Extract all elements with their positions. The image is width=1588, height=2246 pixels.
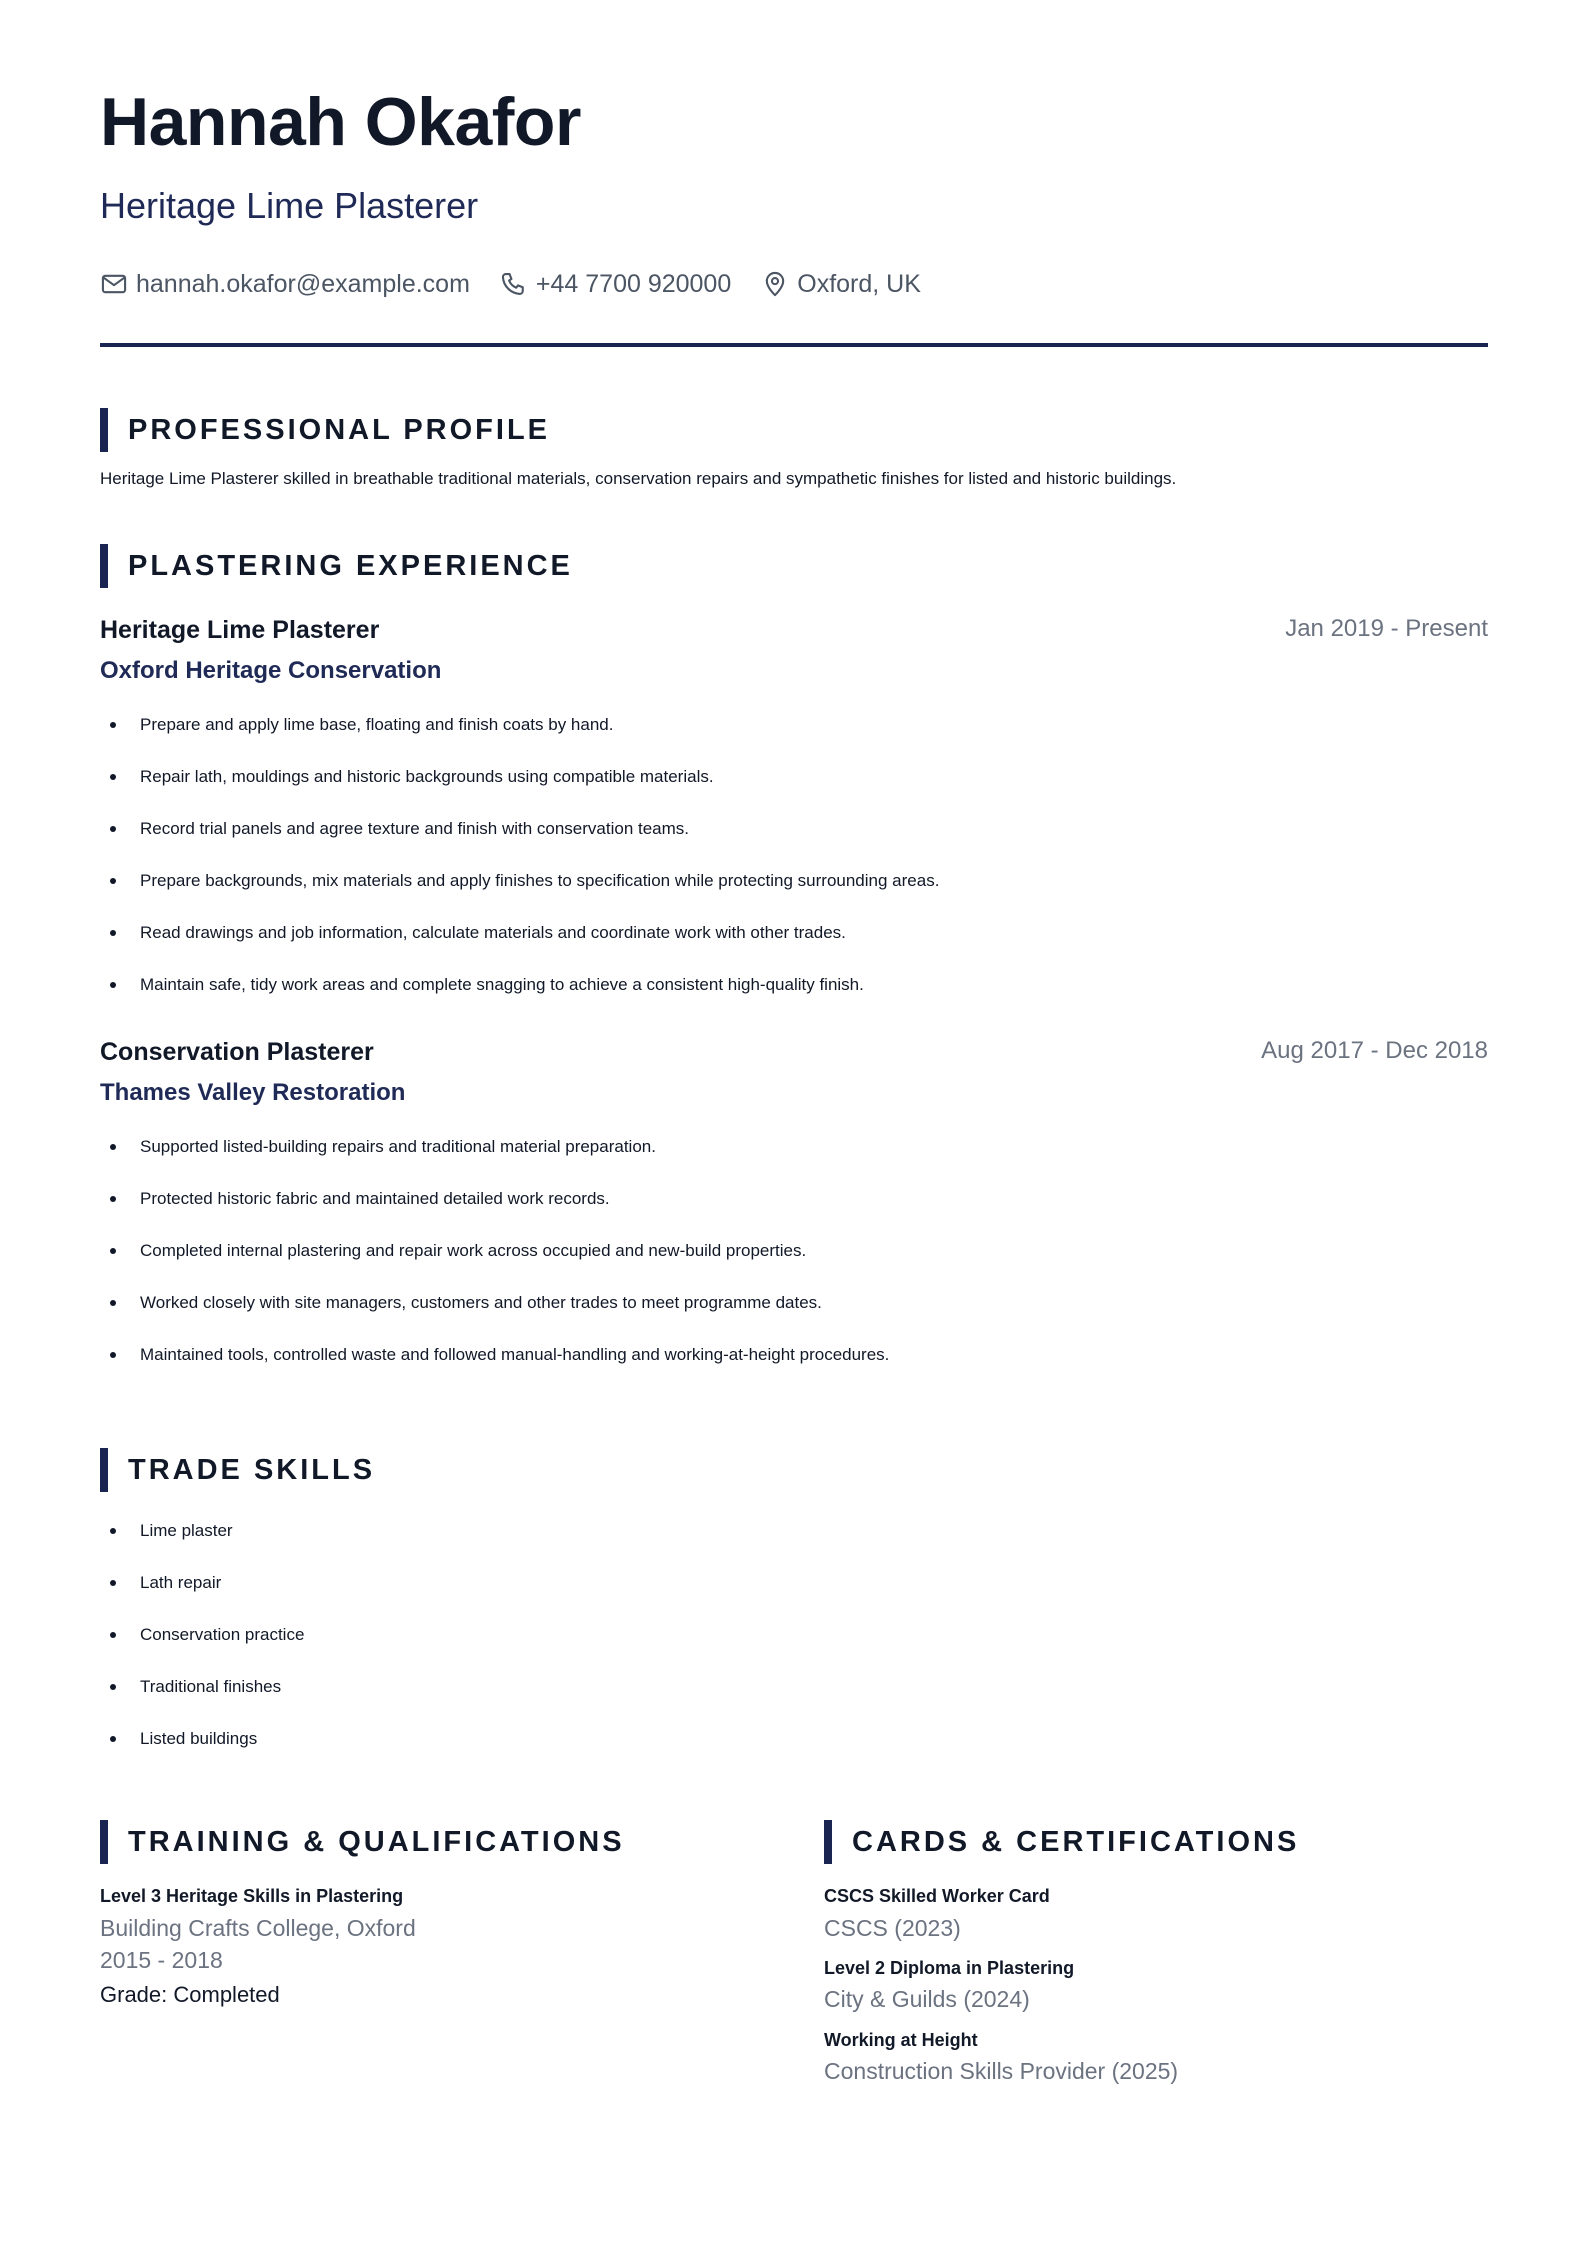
heading-accent-bar [100,1448,108,1492]
certification-issuer: City & Guilds (2024) [824,1986,1030,2013]
contact-phone-text: +44 7700 920000 [535,269,732,298]
certifications-column [824,1820,1504,2101]
certification-title: Working at Height [824,2029,978,2050]
job-dates: Aug 2017 - Dec 2018 [1261,1037,1488,1064]
contact-row [100,270,951,298]
list-item: Protected historic fabric and maintained detailed work records. [100,1188,889,1240]
certifications-heading [824,1820,1504,1864]
job-role: Conservation Plasterer [100,1038,374,1066]
list-item: Lime plaster [100,1520,304,1572]
qualification-title: Level 3 Heritage Skills in Plastering [100,1886,404,1906]
training-column [100,1820,780,2011]
phone-icon [500,270,528,298]
list-item: Maintained tools, controlled waste and followed manual-handling and working-at-height procedures. [100,1344,889,1396]
skills-list [100,1520,304,1780]
heading-accent-bar [100,1820,108,1864]
job-dates: Jan 2019 - Present [1285,615,1488,642]
experience-heading [100,544,573,588]
certification-issuer: Construction Skills Provider (2025) [824,2058,1179,2085]
list-item: Prepare and apply lime base, floating and finish coats by hand. [100,714,939,766]
profile-heading-text: PROFESSIONAL PROFILE [128,413,551,446]
list-item: Completed internal plastering and repair work across occupied and new-build properties. [100,1240,889,1292]
heading-accent-bar [100,408,108,452]
contact-email[interactable] [100,270,470,298]
qualification-entry [100,1886,780,2011]
job-bullets [100,1136,889,1396]
skills-heading [100,1448,375,1492]
certifications-heading-text: CARDS & CERTIFICATIONS [852,1825,1300,1858]
list-item: Lath repair [100,1572,304,1624]
certification-entry [824,1958,1504,2016]
training-heading-text: TRAINING & QUALIFICATIONS [128,1825,625,1858]
list-item: Record trial panels and agree texture and finish with conservation teams. [100,818,939,870]
candidate-title: Heritage Lime Plasterer [100,185,479,226]
list-item: Read drawings and job information, calculate materials and coordinate work with other trades. [100,922,939,974]
header-divider [100,343,1488,347]
job-employer: Thames Valley Restoration [100,1079,406,1106]
contact-email-text: hannah.okafor@example.com [136,269,470,298]
training-heading [100,1820,780,1864]
job-employer: Oxford Heritage Conservation [100,657,442,684]
certification-title: CSCS Skilled Worker Card [824,1886,1050,1906]
heading-accent-bar [824,1820,832,1864]
job-role: Heritage Lime Plasterer [100,616,380,644]
certification-title: Level 2 Diploma in Plastering [824,1957,1075,1978]
job-entry [100,1037,1488,1106]
job-entry [100,615,1488,684]
list-item: Worked closely with site managers, customers and other trades to meet programme dates. [100,1292,889,1344]
list-item: Listed buildings [100,1728,304,1780]
list-item: Repair lath, mouldings and historic backgrounds using compatible materials. [100,766,939,818]
profile-summary: Heritage Lime Plasterer skilled in breathable traditional materials, conservation repairs and sympathetic finishes for listed and historic buildings. [100,469,1177,488]
job-bullets [100,714,939,1026]
mail-icon [100,270,128,298]
candidate-name: Hannah Okafor [100,84,581,160]
contact-phone[interactable] [500,270,731,298]
certification-entry [824,1886,1504,1944]
profile-heading [100,408,550,452]
qualification-years: 2015 - 2018 [100,1946,223,1973]
skills-heading-text: TRADE SKILLS [128,1453,376,1486]
experience-heading-text: PLASTERING EXPERIENCE [128,549,573,582]
contact-location [761,270,921,298]
qualification-grade: Grade: Completed [100,1981,280,2007]
certification-issuer: CSCS (2023) [824,1914,961,1941]
qualification-institution: Building Crafts College, Oxford [100,1914,416,1941]
list-item: Supported listed-building repairs and traditional material preparation. [100,1136,889,1188]
location-pin-icon [761,270,789,298]
list-item: Prepare backgrounds, mix materials and apply finishes to specification while protecting surrounding areas. [100,870,939,922]
contact-location-text: Oxford, UK [797,269,921,298]
list-item: Traditional finishes [100,1676,304,1728]
heading-accent-bar [100,544,108,588]
certification-entry [824,2030,1504,2088]
list-item: Maintain safe, tidy work areas and complete snagging to achieve a consistent high-quality finish. [100,974,939,1026]
list-item: Conservation practice [100,1624,304,1676]
